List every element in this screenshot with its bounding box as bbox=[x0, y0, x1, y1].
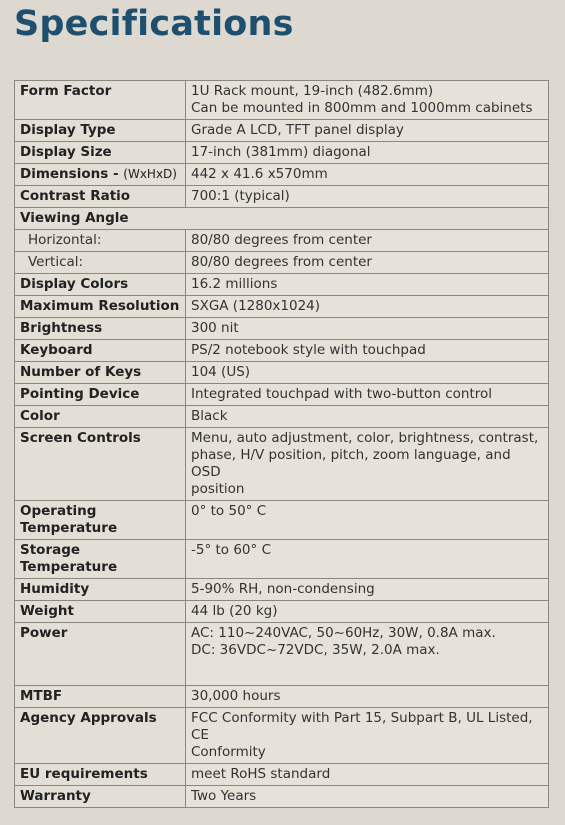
value-line: FCC Conformity with Part 15, Subpart B, UL Listed, CE bbox=[191, 710, 533, 743]
table-row bbox=[15, 230, 549, 252]
row-value: PS/2 notebook style with touchpad bbox=[186, 340, 549, 362]
table-row bbox=[15, 601, 549, 623]
row-label: Humidity bbox=[15, 579, 186, 601]
specifications-table bbox=[14, 80, 549, 808]
row-label: Weight bbox=[15, 601, 186, 623]
table-row bbox=[15, 786, 549, 808]
row-value: Two Years bbox=[186, 786, 549, 808]
value-line: DC: 36VDC~72VDC, 35W, 2.0A max. bbox=[191, 642, 440, 658]
table-row bbox=[15, 274, 549, 296]
row-label: Maximum Resolution bbox=[15, 296, 186, 318]
table-row bbox=[15, 186, 549, 208]
table-row bbox=[15, 142, 549, 164]
row-label: Keyboard bbox=[15, 340, 186, 362]
row-value: meet RoHS standard bbox=[186, 764, 549, 786]
row-label: Viewing Angle bbox=[15, 208, 549, 230]
row-value: -5° to 60° C bbox=[186, 540, 549, 579]
row-value: 44 lb (20 kg) bbox=[186, 601, 549, 623]
row-label: Warranty bbox=[15, 786, 186, 808]
row-value: 17-inch (381mm) diagonal bbox=[186, 142, 549, 164]
row-label: Number of Keys bbox=[15, 362, 186, 384]
table-row bbox=[15, 501, 549, 540]
table-row bbox=[15, 686, 549, 708]
table-row bbox=[15, 623, 549, 686]
row-label: Display Colors bbox=[15, 274, 186, 296]
table-row bbox=[15, 708, 549, 764]
table-row bbox=[15, 252, 549, 274]
row-value: 16.2 millions bbox=[186, 274, 549, 296]
row-value: 80/80 degrees from center bbox=[186, 252, 549, 274]
row-label: Form Factor bbox=[15, 81, 186, 120]
value-line: Menu, auto adjustment, color, brightness, contrast, bbox=[191, 430, 539, 446]
row-label: Horizontal: bbox=[15, 230, 186, 252]
row-value: Black bbox=[186, 406, 549, 428]
row-label: Storage Temperature bbox=[15, 540, 186, 579]
row-label: Display Size bbox=[15, 142, 186, 164]
value-line: AC: 110~240VAC, 50~60Hz, 30W, 0.8A max. bbox=[191, 625, 496, 641]
row-value: 442 x 41.6 x570mm bbox=[186, 164, 549, 186]
table-row bbox=[15, 120, 549, 142]
table-row bbox=[15, 362, 549, 384]
value-line: Conformity bbox=[191, 744, 266, 760]
table-row bbox=[15, 164, 549, 186]
table-row bbox=[15, 428, 549, 501]
row-value: 5-90% RH, non-condensing bbox=[186, 579, 549, 601]
row-label: Power bbox=[15, 623, 186, 686]
table-row bbox=[15, 208, 549, 230]
row-label: Screen Controls bbox=[15, 428, 186, 501]
table-row bbox=[15, 764, 549, 786]
row-value bbox=[186, 428, 549, 501]
row-value bbox=[186, 81, 549, 120]
row-label bbox=[15, 164, 186, 186]
page-title: Specifications bbox=[14, 4, 294, 44]
value-line: position bbox=[191, 481, 245, 497]
table-row bbox=[15, 384, 549, 406]
table-row bbox=[15, 579, 549, 601]
table-row bbox=[15, 296, 549, 318]
row-value: 30,000 hours bbox=[186, 686, 549, 708]
table-row bbox=[15, 540, 549, 579]
row-value: 700:1 (typical) bbox=[186, 186, 549, 208]
table-row bbox=[15, 340, 549, 362]
row-value: SXGA (1280x1024) bbox=[186, 296, 549, 318]
row-value bbox=[186, 623, 549, 686]
value-line: phase, H/V position, pitch, zoom language, and OSD bbox=[191, 447, 511, 480]
value-line: 1U Rack mount, 19-inch (482.6mm) bbox=[191, 83, 434, 99]
row-label: Operating Temperature bbox=[15, 501, 186, 540]
row-label: Display Type bbox=[15, 120, 186, 142]
row-label: Color bbox=[15, 406, 186, 428]
row-value bbox=[186, 708, 549, 764]
row-label: MTBF bbox=[15, 686, 186, 708]
table-row bbox=[15, 81, 549, 120]
row-label: Agency Approvals bbox=[15, 708, 186, 764]
row-label: Brightness bbox=[15, 318, 186, 340]
row-value: 0° to 50° C bbox=[186, 501, 549, 540]
row-label: Pointing Device bbox=[15, 384, 186, 406]
table-row bbox=[15, 406, 549, 428]
label-unit: (WxHxD) bbox=[123, 167, 177, 181]
row-value: 300 nit bbox=[186, 318, 549, 340]
row-value: 80/80 degrees from center bbox=[186, 230, 549, 252]
label-text: Dimensions - bbox=[20, 166, 124, 182]
row-value: 104 (US) bbox=[186, 362, 549, 384]
row-value: Integrated touchpad with two-button control bbox=[186, 384, 549, 406]
row-value: Grade A LCD, TFT panel display bbox=[186, 120, 549, 142]
row-label: Vertical: bbox=[15, 252, 186, 274]
table-row bbox=[15, 318, 549, 340]
value-line: Can be mounted in 800mm and 1000mm cabinets bbox=[191, 100, 533, 116]
row-label: Contrast Ratio bbox=[15, 186, 186, 208]
row-label: EU requirements bbox=[15, 764, 186, 786]
